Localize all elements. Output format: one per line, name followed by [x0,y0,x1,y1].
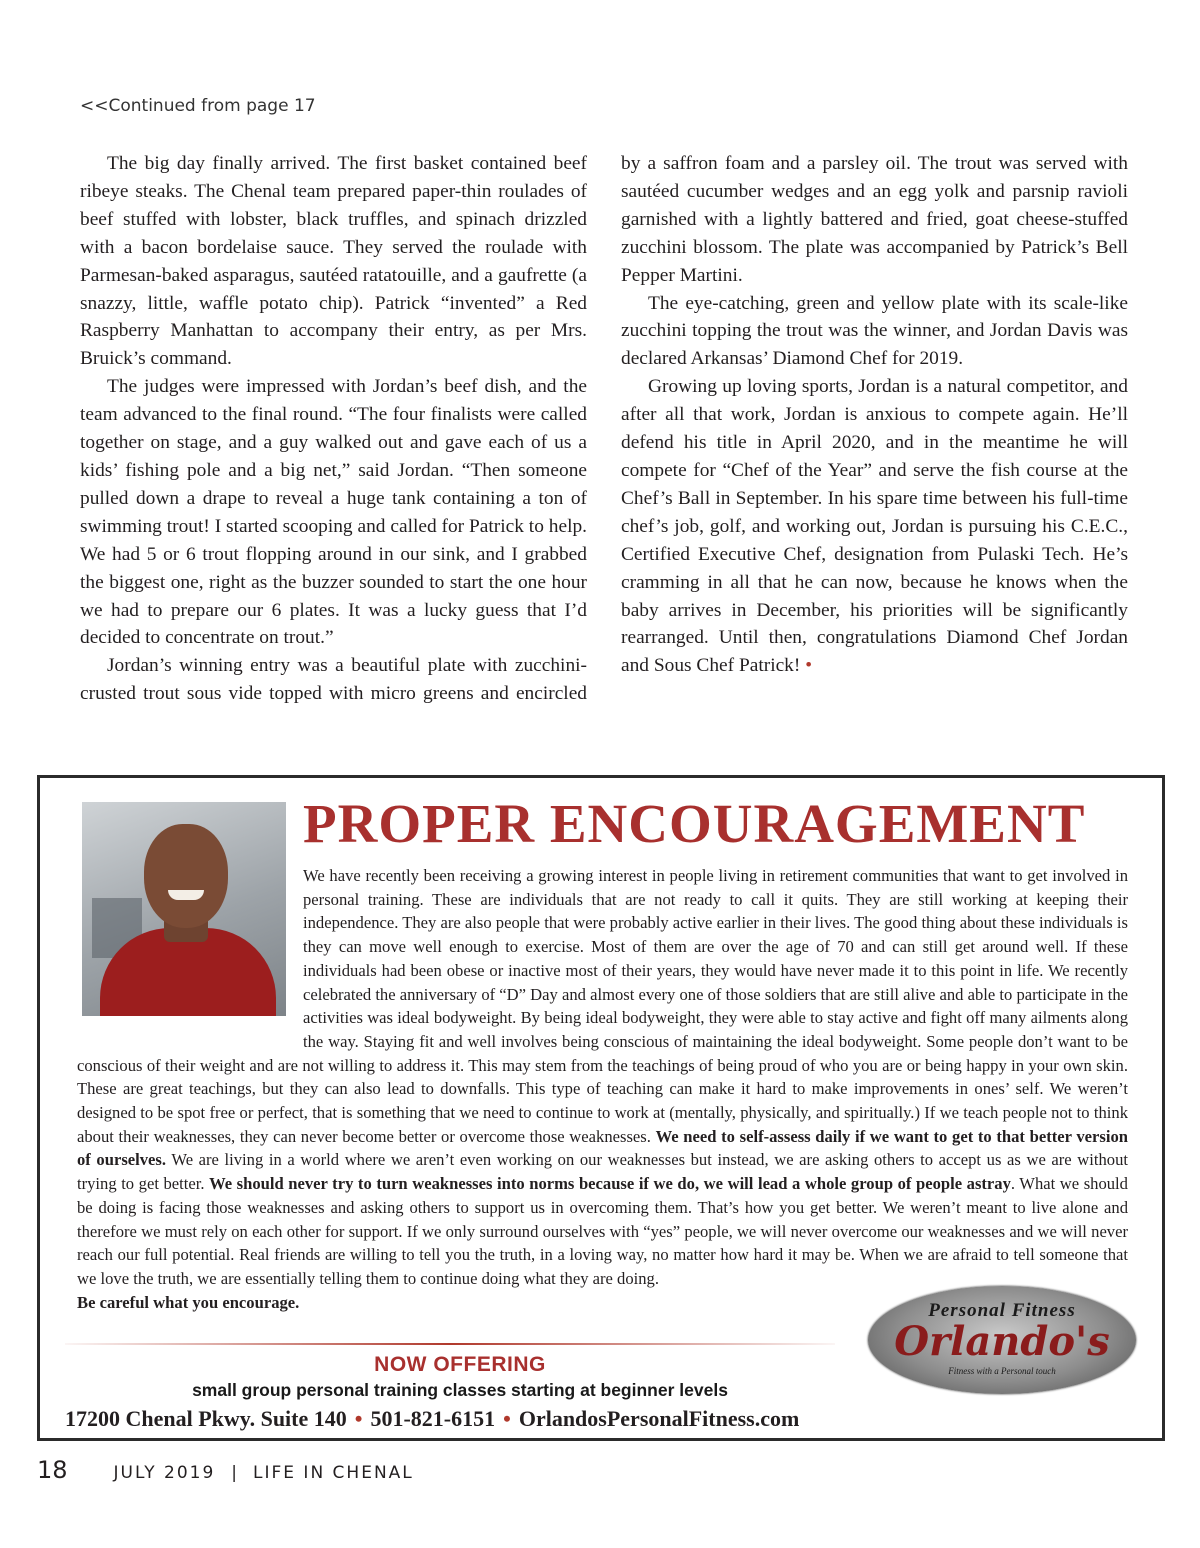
photo-spacer [77,864,303,1039]
end-mark-icon: • [805,655,812,677]
ad-body-emphasis: We should never try to turn weaknesses into norms because if we do, we will lead a whole group of people astray [209,1174,1011,1194]
article-paragraph: The eye-catching, green and yellow plate with its scale-like zucchini topping the trout was the winner, and Jordan Davis was declared Arkansas’ Diamond Chef for 2019. [621,292,1128,370]
ad-body-text: We have recently been receiving a growing interest in people living in retirement communities that want to get involved in personal training. These are individuals that are not ready to call it quits. They are still working at keeping their independence. They are also people that were probably active earlier in their lives. The good thing about these individuals is they can move well enough to exercise. Most of them are over the age of 70 and can still get around well. If these individuals had been obese or inactive most of their years, they would have never made it to this point in life. We recently celebrated the anniversary of “D” Day and almost every one of those soldiers that are still alive and able to participate in the activities was ideal bodyweight. By being ideal bodyweight, they were able to stay active and fight off many ailments along the way. Staying fit and well involves being conscious of maintaining the ideal bodyweight. Some people don’t want to be conscious of their weight and are not willing to address it. This may stem from the teachings of being proud of who you are or being happy in your own skin. These are great teachings, but they can also lead to downfalls. This type of teaching can make it hard to make improvements in ones’ self. We weren’t designed to be spot free or perfect, that is something that we need to continue to work at (mentally, physically, and spiritually.) If we teach people not to think about their weaknesses, they can never become better or overcome those weaknesses. [77,866,1128,1146]
continued-from-note: <<Continued from page 17 [80,96,316,116]
article-paragraph-text: Growing up loving sports, Jordan is a natural competitor, and after all that work, Jordan is anxious to compete again. He’ll defend his title in April 2020, and in the meantime he will compete for “Chef of the Year” and serve the fish course at the Chef’s Ball in September. In his spare time between his full-time chef’s job, golf, and working out, Jordan is pursuing his C.E.C., Certified Executive Chef, designation from Pulaski Tech. He’s cramming in all that he can now, because he knows when the baby arrives in December, his priorities will be significantly rearranged. Until then, congratulations Diamond Chef Jordan and Sous Chef Patrick! [621,376,1128,677]
address: 17200 Chenal Pkwy. Suite 140 [65,1406,347,1431]
offer-divider [65,1343,835,1345]
article-paragraph: by a saffron foam and a parsley oil. The trout was served with sautéed cucumber wedges and an egg yolk and parsnip ravioli garnished with a lightly battered and fried, goat cheese-stuffed zucchini blossom. The plate was accompanied by Patrick’s Bell Pepper Martini. [621,153,1128,286]
ad-closing-line: Be careful what you encourage. [77,1292,300,1312]
phone-number: 501-821-6151 [370,1406,496,1431]
ad-title: PROPER ENCOURAGEMENT [303,793,1086,854]
ad-body [77,864,1128,1314]
article-paragraph: Jordan’s winning entry was a beautiful plate with zucchini-crusted trout sous vide topped with micro greens and encircled [80,655,587,705]
website-link[interactable]: OrlandosPersonalFitness.com [518,1406,800,1431]
page-number: 18 [37,1456,68,1484]
separator-dot-icon: • [503,1406,511,1431]
logo-tagline: Fitness with a Personal touch [948,1366,1056,1376]
ad-body-emphasis: We need to self-assess daily if we want to get to that better version of ourselves. [77,1126,1129,1170]
offer-description: small group personal training classes starting at beginner levels [192,1380,728,1400]
now-offering-heading: NOW OFFERING [374,1353,546,1376]
advertisement-box [37,775,1165,1441]
orlandos-personal-fitness-logo [868,1286,1136,1394]
article-columns [80,150,1128,708]
ad-body-text: We are living in a world where we aren’t even working on our weaknesses but instead, we are asking others to accept us as we are without trying to get better. [77,1150,1128,1194]
article-column-right [621,150,1128,708]
contact-line [65,1406,865,1432]
footer-separator: | [231,1463,238,1483]
ad-body-text: . What we should be doing is facing those weaknesses and asking others to support us in overcoming them. That’s how you get better. We weren’t meant to live alone and therefore we must rely on each other for support. If we only surround ourselves with “yes” people, we will never overcome our weaknesses and we will never reach our full potential. Real friends are willing to tell you the truth, in a loving way, no matter how hard it may be. When we are afraid to tell someone that we love the truth, we are essentially telling them to continue doing what they are doing. [77,1174,1128,1288]
separator-dot-icon: • [354,1406,363,1431]
page-footer [37,1456,414,1486]
article-paragraph: The judges were impressed with Jordan’s beef dish, and the team advanced to the final round. “The four finalists were called together on stage, and a guy walked out and gave each of us a kids’ fishing pole and a big net,” said Jordan. “Then someone pulled down a drape to reveal a huge tank containing a ton of swimming trout! I started scooping and called for Patrick to help. We had 5 or 6 trout flopping around in our sink, and I grabbed the biggest one, right as the buzzer sounded to start the one hour we had to prepare our 6 plates. It was a lucky guess that I’d decided to concentrate on trout.” [80,376,587,649]
article-paragraph-final [621,373,1128,680]
logo-line-1: Personal Fitness [928,1300,1076,1321]
issue-date: JULY 2019 [113,1463,216,1483]
article-column-left [80,150,587,708]
logo-line-2: Orlando's [894,1318,1110,1365]
magazine-name: LIFE IN CHENAL [253,1463,414,1483]
article-paragraph: The big day finally arrived. The first basket contained beef ribeye steaks. The Chenal team prepared paper-thin roulades of beef stuffed with lobster, black truffles, and spinach drizzled with a bacon bordelaise sauce. They served the roulade with Parmesan-baked asparagus, sautéed ratatouille, and a gaufrette (a snazzy, little, waffle potato chip). Patrick “invented” a Red Raspberry Manhattan to accompany their entry, as per Mrs. Bruick’s command. [80,153,587,370]
